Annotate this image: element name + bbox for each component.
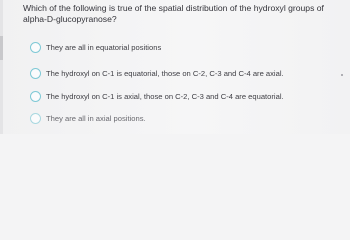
- radio-button-icon[interactable]: [30, 68, 41, 79]
- radio-button-icon[interactable]: [30, 42, 41, 53]
- radio-button-icon[interactable]: [30, 91, 41, 102]
- radio-button-icon[interactable]: [30, 113, 41, 124]
- left-gutter-marker: [0, 36, 3, 60]
- answer-option-1[interactable]: [30, 41, 161, 54]
- left-gutter: [0, 0, 3, 134]
- answer-option-label: They are all in equatorial positions: [46, 42, 162, 52]
- cursor-speck: [341, 74, 343, 76]
- question-text: Which of the following is true of the spatial distribution of the hydroxyl groups of alpha-D-glucopyranose?: [23, 3, 324, 24]
- answer-option-4[interactable]: [30, 112, 146, 125]
- answer-option-3[interactable]: [30, 90, 284, 103]
- answer-option-label: The hydroxyl on C-1 is axial, those on C-2, C-3 and C-4 are equatorial.: [46, 91, 284, 101]
- answer-option-label: The hydroxyl on C-1 is equatorial, those on C-2, C-3 and C-4 are axial.: [46, 68, 284, 78]
- answer-option-2[interactable]: [30, 67, 284, 80]
- answer-option-label: They are all in axial positions.: [46, 113, 146, 123]
